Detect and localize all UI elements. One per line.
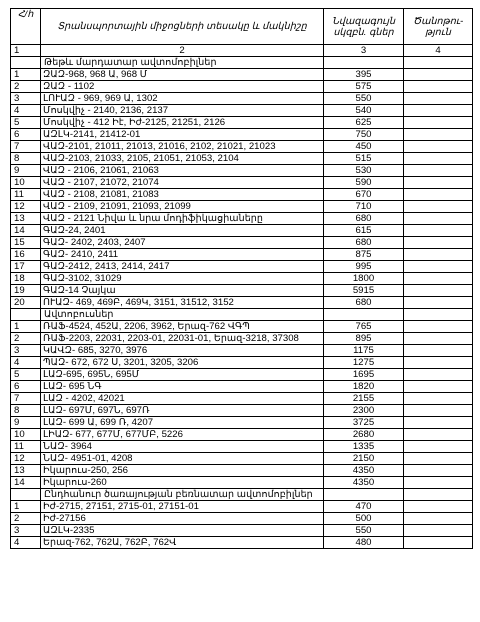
row-number: 5 bbox=[11, 117, 41, 129]
min-price: 670 bbox=[324, 189, 404, 201]
vehicle-model: ՎԱԶ - 2106, 21061, 21063 bbox=[41, 165, 324, 177]
table-row bbox=[11, 225, 473, 237]
min-price: 480 bbox=[324, 537, 404, 549]
min-price: 1800 bbox=[324, 273, 404, 285]
table-row bbox=[11, 285, 473, 297]
row-number: 10 bbox=[11, 429, 41, 441]
note-cell bbox=[404, 69, 473, 81]
table-row bbox=[11, 105, 473, 117]
row-number: 4 bbox=[11, 357, 41, 369]
row-number: 13 bbox=[11, 465, 41, 477]
row-number: 14 bbox=[11, 477, 41, 489]
section-empty-cell bbox=[404, 489, 473, 501]
vehicle-model: ՎԱԶ-2101, 21011, 21013, 21016, 2102, 21021, 21023 bbox=[41, 141, 324, 153]
price-table bbox=[10, 8, 473, 549]
note-cell bbox=[404, 381, 473, 393]
note-cell bbox=[404, 321, 473, 333]
note-cell bbox=[404, 393, 473, 405]
note-cell bbox=[404, 285, 473, 297]
min-price: 1695 bbox=[324, 369, 404, 381]
min-price: 2680 bbox=[324, 429, 404, 441]
vehicle-model: ՎԱԶ-2103, 21033, 2105, 21051, 21053, 2104 bbox=[41, 153, 324, 165]
min-price: 470 bbox=[324, 501, 404, 513]
column-index: 3 bbox=[324, 45, 404, 57]
vehicle-model: ԱԶԼԿ-2335 bbox=[41, 525, 324, 537]
note-cell bbox=[404, 465, 473, 477]
row-number: 20 bbox=[11, 297, 41, 309]
header-row bbox=[11, 9, 473, 45]
header-note: Ծանոթու-թյուն bbox=[404, 9, 473, 45]
vehicle-model: ԼԱԶ - 4202, 42021 bbox=[41, 393, 324, 405]
min-price: 500 bbox=[324, 513, 404, 525]
vehicle-model: Մոսկվիչ - 412 Իէ, Իժ-2125, 21251, 2126 bbox=[41, 117, 324, 129]
vehicle-model: ՈՒԱԶ- 469, 469Բ, 469Կ, 3151, 31512, 3152 bbox=[41, 297, 324, 309]
min-price: 550 bbox=[324, 525, 404, 537]
note-cell bbox=[404, 405, 473, 417]
section-empty-cell bbox=[11, 309, 41, 321]
section-header-row bbox=[11, 309, 473, 321]
row-number: 2 bbox=[11, 513, 41, 525]
note-cell bbox=[404, 165, 473, 177]
note-cell bbox=[404, 501, 473, 513]
row-number: 7 bbox=[11, 393, 41, 405]
min-price: 1335 bbox=[324, 441, 404, 453]
table-row bbox=[11, 333, 473, 345]
min-price: 515 bbox=[324, 153, 404, 165]
vehicle-model: ՎԱԶ - 2108, 21081, 21083 bbox=[41, 189, 324, 201]
note-cell bbox=[404, 213, 473, 225]
row-number: 5 bbox=[11, 369, 41, 381]
note-cell bbox=[404, 273, 473, 285]
note-cell bbox=[404, 153, 473, 165]
table-row bbox=[11, 117, 473, 129]
table-row bbox=[11, 417, 473, 429]
vehicle-model: ԳԱԶ-2412, 2413, 2414, 2417 bbox=[41, 261, 324, 273]
min-price: 1275 bbox=[324, 357, 404, 369]
header-number: Հ/հ bbox=[11, 9, 41, 45]
table-row bbox=[11, 249, 473, 261]
min-price: 450 bbox=[324, 141, 404, 153]
min-price: 4350 bbox=[324, 465, 404, 477]
note-cell bbox=[404, 453, 473, 465]
row-number: 13 bbox=[11, 213, 41, 225]
row-number: 19 bbox=[11, 285, 41, 297]
table-row bbox=[11, 405, 473, 417]
table-row bbox=[11, 381, 473, 393]
vehicle-model: ԳԱԶ-14 Չայկա bbox=[41, 285, 324, 297]
row-number: 1 bbox=[11, 321, 41, 333]
min-price: 540 bbox=[324, 105, 404, 117]
vehicle-model: ՎԱԶ - 2121 Նիվա և նրա մոդիֆիկացիաները bbox=[41, 213, 324, 225]
note-cell bbox=[404, 81, 473, 93]
min-price: 680 bbox=[324, 213, 404, 225]
header-min-price: Նվազագույն սկզբն. գներ bbox=[324, 9, 404, 45]
table-row bbox=[11, 369, 473, 381]
vehicle-model: ԶԱԶ - 1102 bbox=[41, 81, 324, 93]
row-number: 1 bbox=[11, 69, 41, 81]
vehicle-model: ՌԱՖ-2203, 22031, 2203-01, 22031-01, Երազ-3218, 37308 bbox=[41, 333, 324, 345]
section-empty-cell bbox=[11, 57, 41, 69]
note-cell bbox=[404, 189, 473, 201]
column-index-row bbox=[11, 45, 473, 57]
min-price: 2155 bbox=[324, 393, 404, 405]
column-index: 1 bbox=[11, 45, 41, 57]
document bbox=[10, 8, 472, 549]
min-price: 710 bbox=[324, 201, 404, 213]
section-empty-cell bbox=[324, 489, 404, 501]
section-empty-cell bbox=[324, 309, 404, 321]
table-body bbox=[11, 57, 473, 549]
row-number: 11 bbox=[11, 189, 41, 201]
header-vehicle-type: Տրանսպորտային միջոցների տեսակը և մակնիշը bbox=[41, 9, 324, 45]
vehicle-model: ԱԶԼԿ-2141, 21412-01 bbox=[41, 129, 324, 141]
table-row bbox=[11, 141, 473, 153]
row-number: 4 bbox=[11, 537, 41, 549]
note-cell bbox=[404, 513, 473, 525]
vehicle-model: ԳԱԶ- 2402, 2403, 2407 bbox=[41, 237, 324, 249]
note-cell bbox=[404, 417, 473, 429]
row-number: 4 bbox=[11, 105, 41, 117]
table-row bbox=[11, 273, 473, 285]
section-empty-cell bbox=[404, 57, 473, 69]
row-number: 14 bbox=[11, 225, 41, 237]
vehicle-model: ՌԱՖ-4524, 452Ա, 2206, 3962, Երազ-762 ՎԳՊ bbox=[41, 321, 324, 333]
table-row bbox=[11, 453, 473, 465]
table-row bbox=[11, 537, 473, 549]
min-price: 750 bbox=[324, 129, 404, 141]
min-price: 575 bbox=[324, 81, 404, 93]
min-price: 2300 bbox=[324, 405, 404, 417]
min-price: 1820 bbox=[324, 381, 404, 393]
table-row bbox=[11, 513, 473, 525]
row-number: 3 bbox=[11, 345, 41, 357]
table-row bbox=[11, 261, 473, 273]
row-number: 17 bbox=[11, 261, 41, 273]
vehicle-model: ՊԱԶ- 672, 672 Ս, 3201, 3205, 3206 bbox=[41, 357, 324, 369]
min-price: 995 bbox=[324, 261, 404, 273]
note-cell bbox=[404, 537, 473, 549]
min-price: 5915 bbox=[324, 285, 404, 297]
column-index: 4 bbox=[404, 45, 473, 57]
row-number: 12 bbox=[11, 453, 41, 465]
row-number: 8 bbox=[11, 405, 41, 417]
table-row bbox=[11, 153, 473, 165]
note-cell bbox=[404, 105, 473, 117]
row-number: 11 bbox=[11, 441, 41, 453]
row-number: 10 bbox=[11, 177, 41, 189]
row-number: 7 bbox=[11, 141, 41, 153]
table-row bbox=[11, 393, 473, 405]
vehicle-model: Իժ-2715, 27151, 2715-01, 27151-01 bbox=[41, 501, 324, 513]
vehicle-model: ՎԱԶ - 2107, 21072, 21074 bbox=[41, 177, 324, 189]
vehicle-model: ԶԱԶ-968, 968 Ա, 968 Մ bbox=[41, 69, 324, 81]
row-number: 2 bbox=[11, 333, 41, 345]
min-price: 615 bbox=[324, 225, 404, 237]
note-cell bbox=[404, 93, 473, 105]
vehicle-model: ԼԱԶ- 695 ՆԳ bbox=[41, 381, 324, 393]
section-header-row bbox=[11, 489, 473, 501]
min-price: 680 bbox=[324, 297, 404, 309]
table-row bbox=[11, 525, 473, 537]
min-price: 680 bbox=[324, 237, 404, 249]
note-cell bbox=[404, 525, 473, 537]
table-row bbox=[11, 177, 473, 189]
vehicle-model: ԳԱԶ-3102, 31029 bbox=[41, 273, 324, 285]
vehicle-model: Երազ-762, 762Ա, 762Բ, 762Վ bbox=[41, 537, 324, 549]
table-row bbox=[11, 345, 473, 357]
note-cell bbox=[404, 117, 473, 129]
note-cell bbox=[404, 129, 473, 141]
min-price: 875 bbox=[324, 249, 404, 261]
vehicle-model: ԼՈՒԱԶ - 969, 969 Ա, 1302 bbox=[41, 93, 324, 105]
vehicle-model: ՎԱԶ - 2109, 21091, 21093, 21099 bbox=[41, 201, 324, 213]
table-row bbox=[11, 501, 473, 513]
row-number: 8 bbox=[11, 153, 41, 165]
table-row bbox=[11, 357, 473, 369]
min-price: 550 bbox=[324, 93, 404, 105]
note-cell bbox=[404, 357, 473, 369]
vehicle-model: Մոսկվիչ - 2140, 2136, 2137 bbox=[41, 105, 324, 117]
table-row bbox=[11, 93, 473, 105]
min-price: 765 bbox=[324, 321, 404, 333]
table-row bbox=[11, 465, 473, 477]
vehicle-model: ԼԱԶ- 697Մ, 697Ն, 697Ռ bbox=[41, 405, 324, 417]
table-row bbox=[11, 81, 473, 93]
min-price: 2150 bbox=[324, 453, 404, 465]
vehicle-model: ԳԱԶ- 2410, 2411 bbox=[41, 249, 324, 261]
vehicle-model: Իժ-27156 bbox=[41, 513, 324, 525]
table-row bbox=[11, 129, 473, 141]
row-number: 15 bbox=[11, 237, 41, 249]
section-empty-cell bbox=[11, 489, 41, 501]
table-row bbox=[11, 429, 473, 441]
row-number: 3 bbox=[11, 525, 41, 537]
min-price: 895 bbox=[324, 333, 404, 345]
vehicle-model: ԼԱԶ- 699 Ա, 699 Ռ, 4207 bbox=[41, 417, 324, 429]
min-price: 3725 bbox=[324, 417, 404, 429]
table-row bbox=[11, 237, 473, 249]
row-number: 6 bbox=[11, 381, 41, 393]
row-number: 9 bbox=[11, 165, 41, 177]
min-price: 625 bbox=[324, 117, 404, 129]
vehicle-model: ԼԻԱԶ- 677, 677Մ, 677ՄԲ, 5226 bbox=[41, 429, 324, 441]
table-row bbox=[11, 441, 473, 453]
section-title: Ավտոբուսներ bbox=[41, 309, 324, 321]
note-cell bbox=[404, 441, 473, 453]
table-row bbox=[11, 213, 473, 225]
table-row bbox=[11, 477, 473, 489]
section-title: Թեթև մարդատար ավտոմոբիլներ bbox=[41, 57, 324, 69]
table-row bbox=[11, 297, 473, 309]
note-cell bbox=[404, 225, 473, 237]
section-title: Ընդհանուր ծառայության բեռնատար ավտոմոբիլներ bbox=[41, 489, 324, 501]
section-empty-cell bbox=[324, 57, 404, 69]
min-price: 590 bbox=[324, 177, 404, 189]
vehicle-model: Իկարուս-250, 256 bbox=[41, 465, 324, 477]
note-cell bbox=[404, 201, 473, 213]
vehicle-model: ՆԱԶ- 3964 bbox=[41, 441, 324, 453]
row-number: 1 bbox=[11, 501, 41, 513]
min-price: 1175 bbox=[324, 345, 404, 357]
vehicle-model: ԿԱՎԶ- 685, 3270, 3976 bbox=[41, 345, 324, 357]
table-row bbox=[11, 69, 473, 81]
row-number: 3 bbox=[11, 93, 41, 105]
vehicle-model: ԳԱԶ-24, 2401 bbox=[41, 225, 324, 237]
note-cell bbox=[404, 177, 473, 189]
note-cell bbox=[404, 345, 473, 357]
note-cell bbox=[404, 333, 473, 345]
table-row bbox=[11, 201, 473, 213]
vehicle-model: Իկարուս-260 bbox=[41, 477, 324, 489]
row-number: 2 bbox=[11, 81, 41, 93]
note-cell bbox=[404, 477, 473, 489]
min-price: 395 bbox=[324, 69, 404, 81]
note-cell bbox=[404, 237, 473, 249]
section-empty-cell bbox=[404, 309, 473, 321]
row-number: 18 bbox=[11, 273, 41, 285]
note-cell bbox=[404, 429, 473, 441]
min-price: 530 bbox=[324, 165, 404, 177]
table-row bbox=[11, 189, 473, 201]
row-number: 6 bbox=[11, 129, 41, 141]
note-cell bbox=[404, 249, 473, 261]
vehicle-model: ԼԱԶ-695, 695Ն, 695Մ bbox=[41, 369, 324, 381]
note-cell bbox=[404, 369, 473, 381]
column-index: 2 bbox=[41, 45, 324, 57]
table-row bbox=[11, 321, 473, 333]
note-cell bbox=[404, 141, 473, 153]
note-cell bbox=[404, 297, 473, 309]
note-cell bbox=[404, 261, 473, 273]
table-row bbox=[11, 165, 473, 177]
row-number: 16 bbox=[11, 249, 41, 261]
row-number: 12 bbox=[11, 201, 41, 213]
row-number: 9 bbox=[11, 417, 41, 429]
section-header-row bbox=[11, 57, 473, 69]
min-price: 4350 bbox=[324, 477, 404, 489]
vehicle-model: ՆԱԶ- 4951-01, 4208 bbox=[41, 453, 324, 465]
